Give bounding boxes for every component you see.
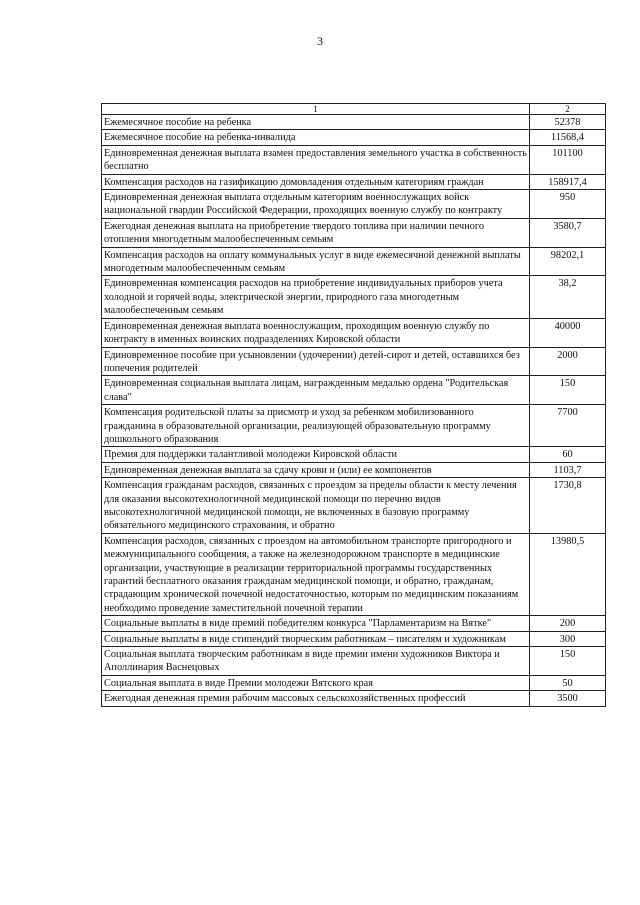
table-row (102, 616, 606, 631)
row-name-cell: Ежегодная денежная выплата на приобретение твердого топлива при наличии печного отопления многодетным малообеспеченным семьям (102, 218, 530, 247)
row-value-cell: 158917,4 (530, 174, 606, 189)
row-value-cell: 300 (530, 631, 606, 646)
column-header-name: 1 (102, 104, 530, 115)
row-name-cell: Компенсация гражданам расходов, связанных с проездом за пределы области к месту лечения для оказания высокотехнологичной медицинской помощи по перечню видов высокотехнологичной медицинской помощи, не включенных в базовую программу обязательного медицинского страхования, и обратно (102, 478, 530, 534)
row-name-cell: Единовременная денежная выплата взамен предоставления земельного участка в собственность бесплатно (102, 145, 530, 174)
row-name-cell: Социальные выплаты в виде стипендий творческим работникам – писателям и художникам (102, 631, 530, 646)
row-value-cell: 1103,7 (530, 462, 606, 477)
table-row (102, 675, 606, 690)
table-row (102, 218, 606, 247)
row-value-cell: 2000 (530, 347, 606, 376)
row-value-cell: 11568,4 (530, 130, 606, 145)
row-value-cell: 50 (530, 675, 606, 690)
table-header-row (102, 104, 606, 115)
table-row (102, 145, 606, 174)
table-row (102, 447, 606, 462)
row-value-cell: 101100 (530, 145, 606, 174)
row-name-cell: Ежегодная денежная премия рабочим массовых сельскохозяйственных профессий (102, 691, 530, 706)
row-name-cell: Социальная выплата в виде Премии молодежи Вятского края (102, 675, 530, 690)
row-value-cell: 40000 (530, 318, 606, 347)
row-value-cell: 98202,1 (530, 247, 606, 276)
table-row (102, 115, 606, 130)
row-value-cell: 3500 (530, 691, 606, 706)
row-name-cell: Единовременная денежная выплата отдельным категориям военнослужащих войск национальной гвардии Российской Федерации, проходящих военную службу по контракту (102, 190, 530, 219)
table-row (102, 533, 606, 615)
table-row (102, 478, 606, 534)
table-row (102, 647, 606, 676)
row-value-cell: 52378 (530, 115, 606, 130)
page-number: 3 (317, 34, 323, 48)
table-row (102, 318, 606, 347)
row-value-cell: 60 (530, 447, 606, 462)
row-name-cell: Социальная выплата творческим работникам в виде премии имени художников Виктора и Аполлинария Васнецовых (102, 647, 530, 676)
row-value-cell: 38,2 (530, 276, 606, 318)
row-value-cell: 150 (530, 376, 606, 405)
table-row (102, 130, 606, 145)
row-name-cell: Компенсация расходов, связанных с проездом на автомобильном транспорте пригородного и межмуниципального сообщения, а также на железнодорожном транспорте в медицинские организации, участвующие в реализации территориальной программы государственных гарантий бесплатного оказания гражданам медицинской помощи, и обратно, гражданам, страдающим хронической почечной недостаточностью, которым по медицинским показаниям необходимо проведение заместительной почечной терапии (102, 533, 530, 615)
row-value-cell: 950 (530, 190, 606, 219)
table-row (102, 347, 606, 376)
row-name-cell: Ежемесячное пособие на ребенка (102, 115, 530, 130)
row-value-cell: 200 (530, 616, 606, 631)
table-row (102, 190, 606, 219)
row-name-cell: Единовременная денежная выплата военнослужащим, проходящим военную службу по контракту в именных воинских подразделениях Кировской области (102, 318, 530, 347)
table-row (102, 405, 606, 447)
table-row (102, 376, 606, 405)
table-row (102, 276, 606, 318)
row-value-cell: 1730,8 (530, 478, 606, 534)
table-row (102, 174, 606, 189)
table-row (102, 631, 606, 646)
table-row (102, 462, 606, 477)
row-name-cell: Компенсация расходов на оплату коммунальных услуг в виде ежемесячной денежной выплаты многодетным малообеспеченным семьям (102, 247, 530, 276)
row-name-cell: Единовременная социальная выплата лицам, награжденным медалью ордена "Родительская слава" (102, 376, 530, 405)
row-value-cell: 7700 (530, 405, 606, 447)
table-row (102, 691, 606, 706)
row-name-cell: Единовременное пособие при усыновлении (удочерении) детей-сирот и детей, оставшихся без попечения родителей (102, 347, 530, 376)
row-value-cell: 150 (530, 647, 606, 676)
row-name-cell: Компенсация расходов на газификацию домовладения отдельным категориям граждан (102, 174, 530, 189)
row-name-cell: Единовременная компенсация расходов на приобретение индивидуальных приборов учета холодной и горячей воды, электрической энергии, природного газа многодетным малообеспеченным семьям (102, 276, 530, 318)
row-name-cell: Ежемесячное пособие на ребенка-инвалида (102, 130, 530, 145)
row-name-cell: Компенсация родительской платы за присмотр и уход за ребенком мобилизованного гражданина в образовательной организации, реализующей образовательную программу дошкольного образования (102, 405, 530, 447)
row-name-cell: Единовременная денежная выплата за сдачу крови и (или) ее компонентов (102, 462, 530, 477)
column-header-value: 2 (530, 104, 606, 115)
row-name-cell: Социальные выплаты в виде премий победителям конкурса "Парламентаризм на Вятке" (102, 616, 530, 631)
table-row (102, 247, 606, 276)
payments-table (101, 103, 606, 707)
row-value-cell: 3580,7 (530, 218, 606, 247)
row-value-cell: 13980,5 (530, 533, 606, 615)
row-name-cell: Премия для поддержки талантливой молодежи Кировской области (102, 447, 530, 462)
